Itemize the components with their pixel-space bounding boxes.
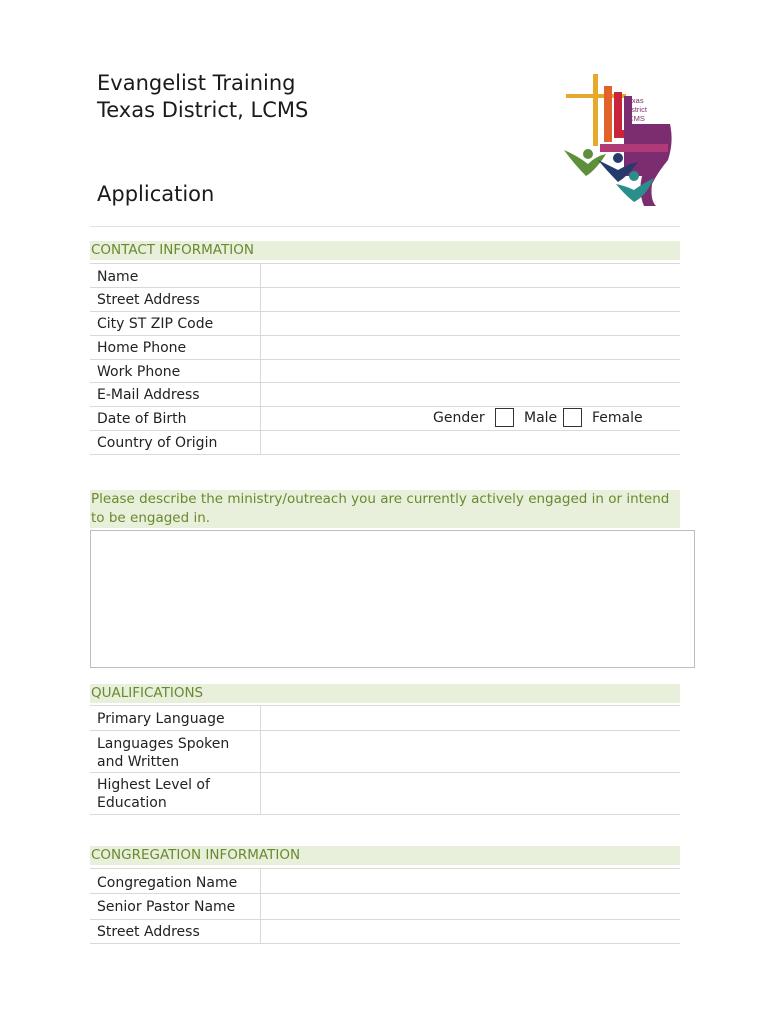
education-label: Highest Level of Education <box>97 777 210 811</box>
logo-text-texas: Texas <box>624 96 644 105</box>
contact-row-home-phone <box>90 336 680 360</box>
congregation-section-heading: CONGREGATION INFORMATION <box>90 846 680 865</box>
female-checkbox[interactable] <box>563 408 582 427</box>
congregation-name-field[interactable] <box>260 869 680 893</box>
congregation-street-label: Street Address <box>97 924 200 940</box>
qual-row-languages <box>90 731 680 773</box>
email-label: E-Mail Address <box>97 387 200 403</box>
logo-figure-navy-head <box>613 153 623 163</box>
country-of-origin-label: Country of Origin <box>97 435 218 451</box>
senior-pastor-field[interactable] <box>260 894 680 919</box>
contact-row-street <box>90 288 680 312</box>
application-heading: Application <box>97 182 215 206</box>
languages-spoken-label: Languages Spoken and Written <box>97 736 230 770</box>
contact-table <box>90 263 680 455</box>
qualifications-table <box>90 705 680 815</box>
cong-row-pastor <box>90 894 680 920</box>
congregation-table <box>90 868 680 944</box>
senior-pastor-label: Senior Pastor Name <box>97 899 236 915</box>
cong-row-name <box>90 869 680 894</box>
contact-row-name <box>90 264 680 288</box>
city-st-zip-field[interactable] <box>260 312 680 335</box>
street-address-field[interactable] <box>260 288 680 311</box>
ministry-prompt: Please describe the ministry/outreach you are currently actively engaged in or intend to be engaged in. <box>90 490 680 528</box>
city-st-zip-label: City ST ZIP Code <box>97 316 214 332</box>
work-phone-label: Work Phone <box>97 364 181 380</box>
qual-row-primary-language <box>90 706 680 731</box>
primary-language-label: Primary Language <box>97 711 225 727</box>
qual-row-education <box>90 773 680 815</box>
email-field[interactable] <box>260 383 680 406</box>
name-label: Name <box>97 269 139 285</box>
logo-figure-teal-head <box>629 171 639 181</box>
education-field[interactable] <box>260 773 680 814</box>
ministry-description-textarea[interactable] <box>90 530 695 668</box>
cong-row-street <box>90 920 680 944</box>
title-line-2: Texas District, LCMS <box>97 98 309 122</box>
logo-text-lcms: LCMS <box>624 114 645 123</box>
logo-text-district: District <box>624 105 647 114</box>
languages-spoken-field[interactable] <box>260 731 680 772</box>
contact-row-dob <box>90 407 680 431</box>
male-label: Male <box>524 410 558 426</box>
logo-cross-vertical <box>593 74 598 146</box>
title-line-1: Evangelist Training <box>97 71 296 95</box>
document-title <box>97 70 308 124</box>
home-phone-field[interactable] <box>260 336 680 359</box>
contact-section-heading: CONTACT INFORMATION <box>90 241 680 260</box>
primary-language-field[interactable] <box>260 706 680 730</box>
female-label: Female <box>592 410 643 426</box>
logo-figure-green-head <box>583 149 593 159</box>
street-address-label: Street Address <box>97 292 200 308</box>
name-field[interactable] <box>260 264 680 287</box>
logo-stripe-orange <box>604 86 612 142</box>
male-checkbox[interactable] <box>495 408 514 427</box>
gender-label: Gender <box>433 410 485 426</box>
congregation-name-label: Congregation Name <box>97 875 238 891</box>
header-divider <box>90 226 680 227</box>
home-phone-label: Home Phone <box>97 340 187 356</box>
country-of-origin-field[interactable] <box>260 431 680 454</box>
contact-row-email <box>90 383 680 407</box>
contact-row-work-phone <box>90 360 680 383</box>
date-of-birth-label: Date of Birth <box>97 411 187 427</box>
contact-row-city <box>90 312 680 336</box>
texas-district-logo <box>560 72 680 212</box>
contact-row-country <box>90 431 680 455</box>
logo-stripe-magenta <box>600 144 668 152</box>
congregation-street-field[interactable] <box>260 920 680 943</box>
qualifications-section-heading: QUALIFICATIONS <box>90 684 680 703</box>
work-phone-field[interactable] <box>260 360 680 382</box>
